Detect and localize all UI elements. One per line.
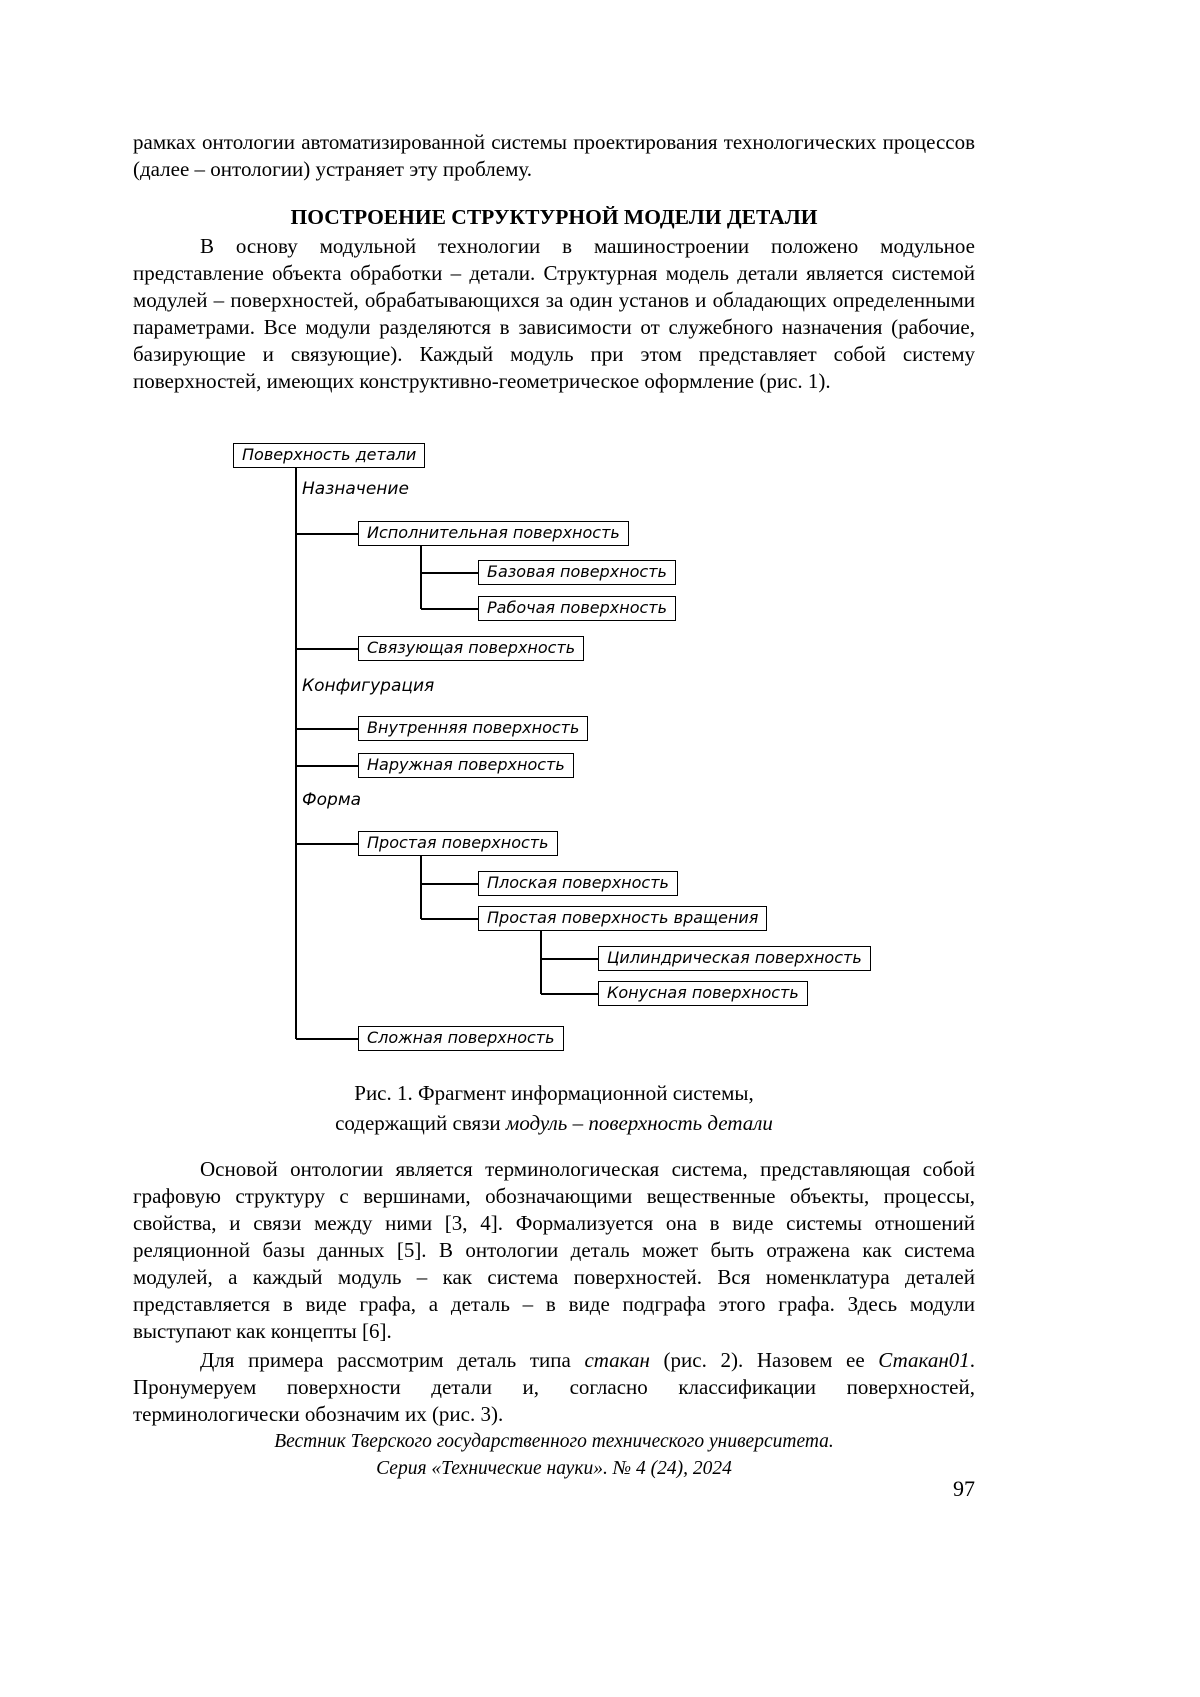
connector-line [421,572,478,574]
tree-node-surface-of-part: Поверхность детали [233,443,425,468]
figure-caption-line2-italic: модуль – поверхность детали [505,1111,773,1135]
connector-line [421,608,478,610]
figure-caption-line2 [133,1108,975,1138]
tree-node-cylindrical-surface: Цилиндрическая поверхность [598,946,871,971]
paragraph-3-italic1: стакан [584,1348,650,1372]
tree-node-conical-surface: Конусная поверхность [598,981,808,1006]
tree-trunk-line [295,466,297,1039]
tree-branch-line [540,931,542,994]
paragraph-3-part3: . Пронумеруем поверхности детали и, согласно классификации поверхностей, терминологически обозначим их (рис. 3). [133,1348,975,1426]
page-number: 97 [953,1476,975,1501]
tree-node-base-surface: Базовая поверхность [478,560,676,585]
paragraph-continuation: рамках онтологии автоматизированной системы проектирования технологических процессов (далее – онтологии) устраняет эту проблему. [133,130,975,181]
paragraph-3-part2: (рис. 2). Назовем ее [649,1348,879,1372]
connector-line [296,533,358,535]
journal-footer [133,1428,975,1482]
paragraph-3-part1: Для примера рассмотрим деталь типа [200,1348,585,1372]
tree-label-purpose: Назначение [302,479,409,499]
figure-caption-line1: Рис. 1. Фрагмент информационной системы, [354,1081,754,1105]
figure-caption-line2-text: содержащий связи [335,1111,506,1135]
connector-line [296,728,358,730]
figure-caption [133,1078,975,1138]
tree-node-simple-rotation-surface: Простая поверхность вращения [478,906,767,931]
tree-node-simple-surface: Простая поверхность [358,831,558,856]
connector-line [421,918,478,920]
tree-node-complex-surface: Сложная поверхность [358,1026,564,1051]
tree-label-form: Форма [302,790,362,810]
section-heading: ПОСТРОЕНИЕ СТРУКТУРНОЙ МОДЕЛИ ДЕТАЛИ [290,205,818,229]
connector-line [421,883,478,885]
tree-branch-line [420,546,422,609]
paragraph-3-italic2: Стакан01 [878,1348,970,1372]
tree-node-connecting-surface: Связующая поверхность [358,636,584,661]
connector-line [296,1038,358,1040]
tree-node-working-surface: Рабочая поверхность [478,596,676,621]
connector-line [296,843,358,845]
tree-label-configuration: Конфигурация [302,676,435,696]
tree-node-executive-surface: Исполнительная поверхность [358,521,629,546]
tree-branch-line [420,856,422,919]
connector-line [541,993,598,995]
journal-footer-line2: Серия «Технические науки». № 4 (24), 2024 [376,1458,732,1479]
paragraph-2: Основой онтологии является терминологическая система, представляющая собой графовую структуру с вершинами, обозначающими вещественные объекты, процессы, свойства, и связи между ними [3, 4]. Формализуется она в виде системы отношений реляционной базы данных [5]. В онтологии деталь может быть отражена как система модулей, а каждый модуль – как система поверхностей. Вся номенклатура деталей представляется в виде графа, а деталь – в виде подграфа этого графа. Здесь модули выступают как концепты [6]. [133,1157,975,1343]
paragraph-1: В основу модульной технологии в машиностроении положено модульное представление объекта обработки – детали. Структурная модель детали является системой модулей – поверхностей, обрабатывающихся за один установ и обладающих определенными параметрами. Все модули разделяются в зависимости от служебного назначения (рабочие, базирующие и связующие). Каждый модуль при этом представляет собой систему поверхностей, имеющих конструктивно-геометрическое оформление (рис. 1). [133,234,975,393]
tree-node-outer-surface: Наружная поверхность [358,753,574,778]
tree-node-flat-surface: Плоская поверхность [478,871,678,896]
paragraph-3 [133,1347,975,1428]
connector-line [296,648,358,650]
tree-node-inner-surface: Внутренняя поверхность [358,716,588,741]
connector-line [541,958,598,960]
connector-line [296,765,358,767]
journal-footer-line1: Вестник Тверского государственного технического университета. [274,1431,834,1452]
